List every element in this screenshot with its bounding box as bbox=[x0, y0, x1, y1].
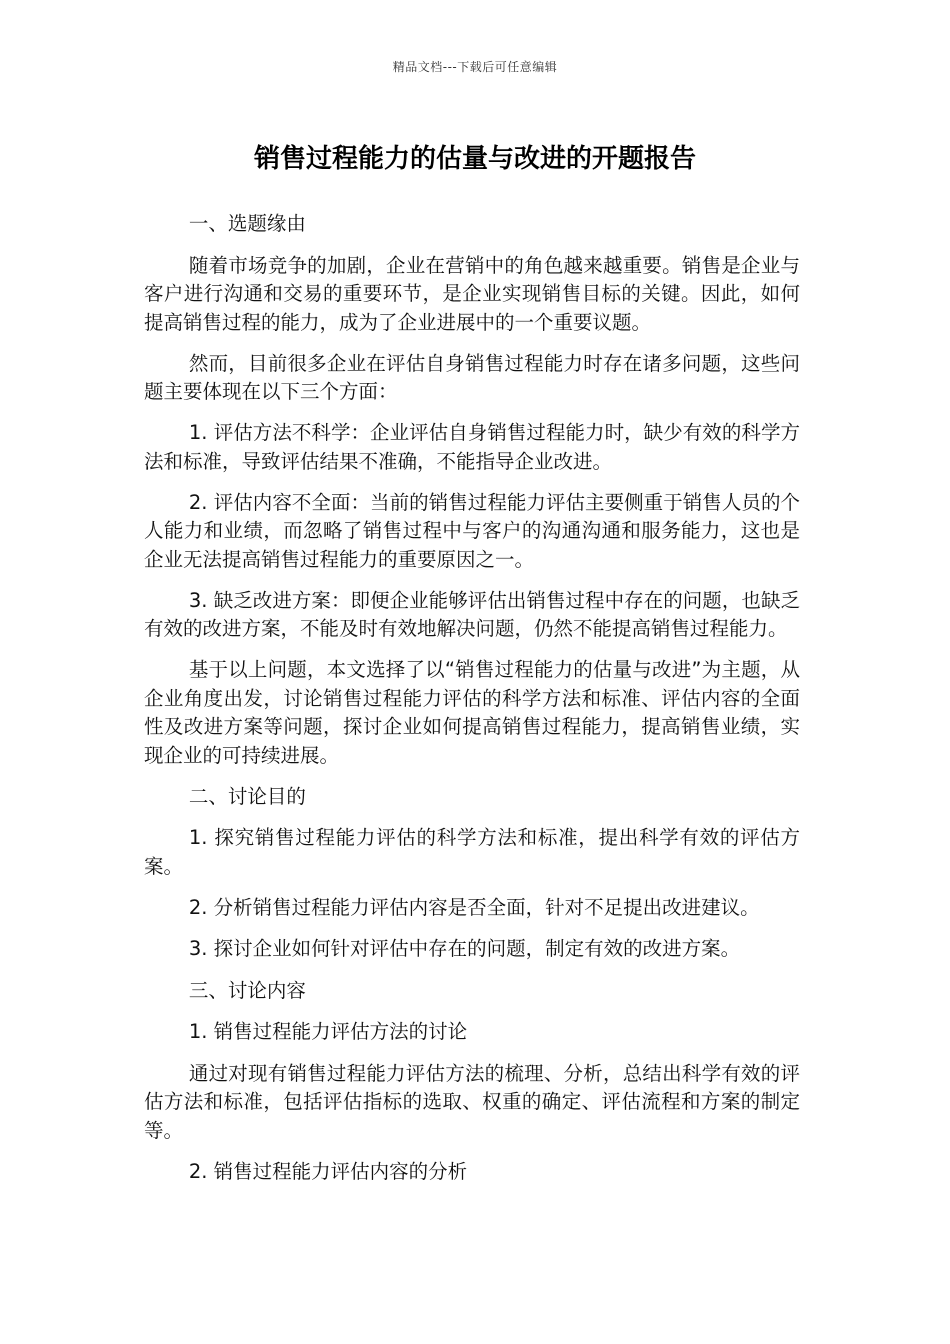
header-note: 精品文档---下载后可任意编辑 bbox=[392, 60, 558, 74]
paragraph: 随着市场竞争的加剧，企业在营销中的角色越来越重要。销售是企业与客户进行沟通和交易的重要环节，是企业实现销售目标的关键。因此，如何提高销售过程的能力，成为了企业进展中的一个重要议题。 bbox=[144, 253, 800, 334]
list-item: 1. 探究销售过程能力评估的科学方法和标准，提出科学有效的评估方案。 bbox=[144, 826, 800, 878]
list-item: 2. 分析销售过程能力评估内容是否全面，针对不足提出改进建议。 bbox=[188, 895, 760, 919]
document-title: 销售过程能力的估量与改进的开题报告 bbox=[253, 144, 696, 174]
subsection-heading: 1. 销售过程能力评估方法的讨论 bbox=[188, 1020, 468, 1043]
subsection-heading: 2. 销售过程能力评估内容的分析 bbox=[188, 1159, 468, 1183]
paragraph: 然而，目前很多企业在评估自身销售过程能力时存在诸多问题，这些问题主要体现在以下三个方面： bbox=[144, 351, 800, 403]
document-body bbox=[144, 210, 800, 1199]
paragraph: 通过对现有销售过程能力评估方法的梳理、分析，总结出科学有效的评估方法和标准，包括评估指标的选取、权重的确定、评估流程和方案的制定等。 bbox=[144, 1061, 800, 1142]
list-item: 2. 评估内容不全面：当前的销售过程能力评估主要侧重于销售人员的个人能力和业绩，而忽略了销售过程中与客户的沟通沟通和服务能力，这也是企业无法提高销售过程能力的重要原因之一。 bbox=[144, 490, 800, 571]
list-item: 3. 缺乏改进方案：即便企业能够评估出销售过程中存在的问题，也缺乏有效的改进方案，不能及时有效地解决问题，仍然不能提高销售过程能力。 bbox=[144, 588, 800, 640]
list-item: 3. 探讨企业如何针对评估中存在的问题，制定有效的改进方案。 bbox=[188, 937, 741, 960]
paragraph: 基于以上问题，本文选择了以“销售过程能力的估量与改进”为主题，从企业角度出发，讨论销售过程能力评估的科学方法和标准、评估内容的全面性及改进方案等问题，探讨企业如何提高销售过程能力，提高销售业绩，实现企业的可持续进展。 bbox=[144, 658, 800, 767]
section-heading-1: 一、选题缘由 bbox=[188, 212, 306, 235]
section-heading-3: 三、讨论内容 bbox=[188, 978, 306, 1002]
section-heading-2: 二、讨论目的 bbox=[188, 784, 306, 808]
list-item: 1. 评估方法不科学：企业评估自身销售过程能力时，缺少有效的科学方法和标准，导致评估结果不准确，不能指导企业改进。 bbox=[144, 421, 800, 473]
